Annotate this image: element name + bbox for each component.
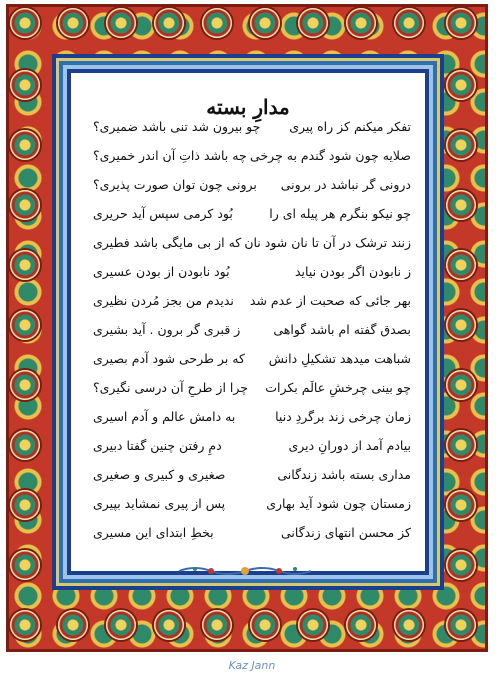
hemistich-right: شباهت میدهد تشکیلِ دانش [268, 351, 411, 366]
couplet [93, 467, 411, 493]
rosette-ornament [10, 370, 40, 400]
couplet [93, 264, 411, 290]
rosette-ornament [10, 310, 40, 340]
hemistich-left: ندیدم من بجز مُردن نظیری [93, 293, 234, 308]
rosette-ornament [154, 8, 184, 38]
floral-ornament-icon [175, 565, 315, 577]
hemistich-right: بهر جائی که صحبت از عدم شد [249, 293, 411, 308]
rosette-ornament [394, 8, 424, 38]
hemistich-left: بُود کرمی سپس آید حریری [93, 206, 233, 221]
hemistich-left: ز قبری گر برون . آید بشیری [93, 322, 241, 337]
poem-title: مدارِ بسته [206, 95, 290, 119]
rosette-ornament [10, 8, 40, 38]
rosette-ornament [106, 8, 136, 38]
rosette-ornament [250, 8, 280, 38]
hemistich-left: به دامش عالم و آدم اسیری [93, 409, 236, 424]
rosette-ornament [298, 8, 328, 38]
rosette-ornament [446, 130, 476, 160]
rosette-ornament [10, 430, 40, 460]
hemistich-right: بیادم آمد از دورانِ دیری [288, 438, 411, 453]
couplet [93, 293, 411, 319]
rosette-ornament [446, 610, 476, 640]
rosette-ornament [394, 610, 424, 640]
couplet [93, 496, 411, 522]
rosette-ornament [10, 130, 40, 160]
rosette-ornament [446, 370, 476, 400]
hemistich-right: زنند ترشک در آن تا نان شود نان [244, 235, 411, 250]
rosette-ornament [250, 610, 280, 640]
couplet [93, 380, 411, 406]
rosette-ornament [446, 8, 476, 38]
hemistich-left: بُود نابودن از بودن عسیری [93, 264, 230, 279]
rosette-ornament [10, 490, 40, 520]
rosette-ornament [446, 70, 476, 100]
hemistich-right: زمان چرخی زند برگردِ دنیا [275, 409, 411, 424]
hemistich-left: بخطِ ابتدای این مسیری [93, 525, 214, 540]
rosette-ornament [10, 610, 40, 640]
couplet [93, 148, 411, 174]
rosette-ornament [446, 250, 476, 280]
couplet [93, 351, 411, 377]
hemistich-left: که بر طرحی شود آدم بصیری [93, 351, 245, 366]
hemistich-right: درونی گر نباشد در برونی [280, 177, 411, 192]
rosette-ornament [10, 250, 40, 280]
signature: Kaz Jann [228, 659, 276, 672]
hemistich-left: صغیری و کبیری و صغیری [93, 467, 226, 482]
rosette-ornament [10, 190, 40, 220]
hemistich-left: دمِ رفتن چنین گفتا دبیری [93, 438, 222, 453]
hemistich-left: چرا از طرحِ آن درسی نگیری؟ [93, 380, 249, 395]
rosette-ornament [202, 610, 232, 640]
hemistich-left: برونی چون توان صورت پذیری؟ [93, 177, 257, 192]
couplet [93, 177, 411, 203]
rosette-ornament [446, 310, 476, 340]
rosette-ornament [10, 70, 40, 100]
couplet [93, 235, 411, 261]
rosette-ornament [346, 610, 376, 640]
rosette-ornament [58, 8, 88, 38]
hemistich-right: چو بینی چرخشِ عالَم بکرات [265, 380, 411, 395]
rosette-ornament [202, 8, 232, 38]
hemistich-left: چه باشد ذاتِ آن اندر خمیری؟ [93, 148, 247, 163]
hemistich-left: چو بیرون شد تنی باشد ضمیری؟ [93, 119, 261, 134]
rosette-ornament [298, 610, 328, 640]
rosette-ornament [154, 610, 184, 640]
couplet [93, 322, 411, 348]
rosette-ornament [106, 610, 136, 640]
couplet [93, 119, 411, 145]
rosette-ornament [446, 430, 476, 460]
hemistich-right: مداری بسته باشد زندگانی [277, 467, 411, 482]
hemistich-right: کز محسن انتهای زندگانی [280, 525, 411, 540]
rosette-ornament [10, 550, 40, 580]
poem-page [71, 73, 425, 571]
hemistich-right: صلایه چون شود گندم به چرخی [250, 148, 411, 163]
hemistich-left: که از بی مایگی باشد فطیری [93, 235, 242, 250]
hemistich-right: ز نابودن اگر بودن نیاید [294, 264, 411, 279]
couplet [93, 409, 411, 435]
rosette-ornament [446, 550, 476, 580]
couplet [93, 438, 411, 464]
couplet [93, 525, 411, 551]
rosette-ornament [58, 610, 88, 640]
rosette-ornament [446, 190, 476, 220]
hemistich-right: زمستان چون شود آید بهاری [266, 496, 411, 511]
hemistich-left: پس از پیری نمشاید بپیری [93, 496, 226, 511]
hemistich-right: تفکر میکنم کز راه پیری [289, 119, 411, 134]
rosette-ornament [346, 8, 376, 38]
hemistich-right: بصدق گفته ام باشد گواهی [273, 322, 411, 337]
hemistich-right: چو نیکو بنگرم هر پیله ای را [269, 206, 411, 221]
rosette-ornament [446, 490, 476, 520]
couplet [93, 206, 411, 232]
